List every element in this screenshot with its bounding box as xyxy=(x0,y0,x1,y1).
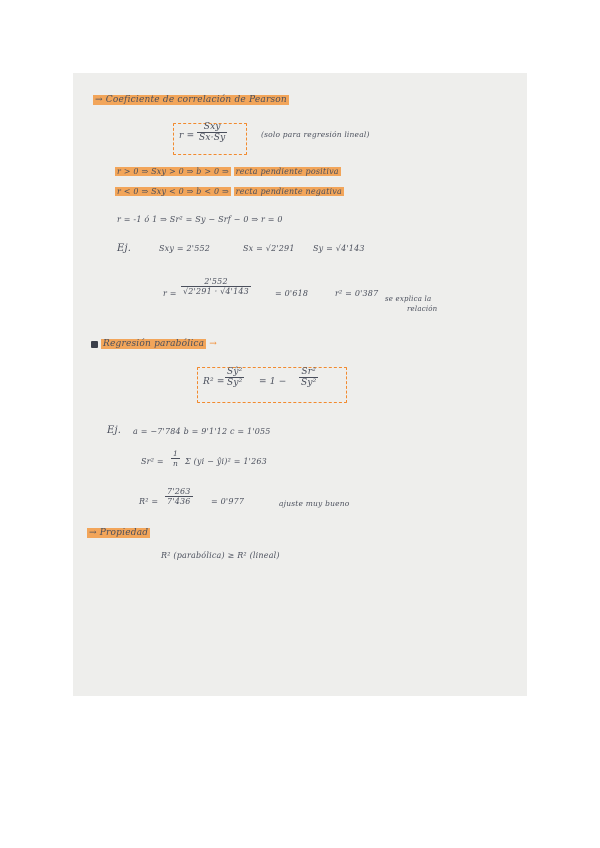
formula-r-left: r = xyxy=(179,131,195,141)
heading-pearson: → Coeficiente de correlación de Pearson xyxy=(95,95,287,105)
example-sx: Sx = √2'291 xyxy=(243,244,295,253)
r-calc-result: = 0'618 xyxy=(275,289,309,298)
formula-note: (solo para regresión lineal) xyxy=(261,130,370,139)
sr-left: Sr² = xyxy=(141,457,164,466)
line-negative xyxy=(115,187,344,196)
R2-calc-note: ajuste muy bueno xyxy=(279,499,350,508)
R2-num-2: Sr² xyxy=(299,367,318,378)
R2-fraction-2 xyxy=(299,367,318,388)
R2-calc-num: 7'263 xyxy=(167,487,191,496)
example-coefficients: a = −7'784 b = 9'1'12 c = 1'055 xyxy=(133,427,271,436)
R2-fraction-1 xyxy=(225,367,244,388)
heading-parabolic: Regresión parabólica → xyxy=(103,339,218,349)
heading-property: → Propiedad xyxy=(89,528,149,538)
example-sy: Sy = √4'143 xyxy=(313,244,365,253)
r2-note-2: relación xyxy=(407,305,438,313)
line-negative-result: recta pendiente negativa xyxy=(235,187,342,196)
R2-calc-fraction xyxy=(165,487,193,506)
formula-r-fraction xyxy=(197,122,227,143)
notebook-page xyxy=(73,73,527,696)
R2-den-2: Sy² xyxy=(301,378,317,388)
R2-mid: = 1 − xyxy=(259,377,287,387)
R2-calc-den: 7'436 xyxy=(167,497,191,506)
property-statement: R² (parabólica) ≥ R² (lineal) xyxy=(161,551,280,560)
example-label-2: Ej. xyxy=(107,425,122,436)
R2-num-1: Sŷ² xyxy=(227,367,243,377)
line-positive-cond: r > 0 ⇒ Sxy > 0 ⇒ b > 0 ⇒ xyxy=(117,167,229,176)
sr-sum: Σ (yi − ŷi)² = 1'263 xyxy=(185,457,267,466)
R2-calc-left: R² = xyxy=(139,497,159,506)
R2-den-1: Sy² xyxy=(227,378,243,388)
line-zero: r = -1 ó 1 ⇒ Sr² = Sy − Srf − 0 ⇒ r = 0 xyxy=(117,215,283,224)
line-negative-cond: r < 0 ⇒ Sxy < 0 ⇒ b < 0 ⇒ xyxy=(117,187,229,196)
r-calc-fraction xyxy=(181,277,251,296)
formula-r-den: Sx·Sy xyxy=(199,133,226,143)
sr-frac-num: 1 xyxy=(171,449,180,459)
sr-fraction xyxy=(171,449,180,468)
line-positive-result: recta pendiente positiva xyxy=(235,167,339,176)
r-calc-den: √2'291 · √4'143 xyxy=(183,287,249,296)
formula-r-num: Sxy xyxy=(197,122,227,133)
example-sxy: Sxy = 2'552 xyxy=(159,244,211,253)
r-calc-left: r = xyxy=(163,289,177,298)
R2-calc-result: = 0'977 xyxy=(211,497,245,506)
bullet-square-icon xyxy=(91,341,98,348)
r-calc-num: 2'552 xyxy=(181,277,251,287)
r2-result: r² = 0'387 xyxy=(335,289,379,298)
R2-left: R² = xyxy=(203,377,225,387)
line-positive xyxy=(115,167,341,176)
sr-frac-den: n xyxy=(173,459,179,468)
r2-note-1: se explica la xyxy=(385,295,432,303)
example-label-1: Ej. xyxy=(117,243,132,254)
